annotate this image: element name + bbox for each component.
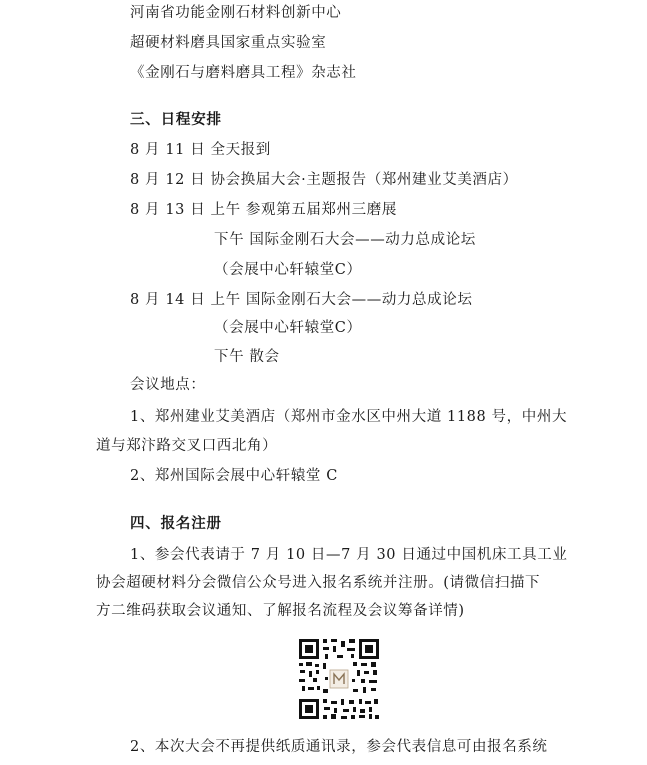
venue-label: 会议地点： [130,377,206,393]
qr-code-icon[interactable] [297,637,381,721]
schedule-line-aug13-am: 8 月 13 日 上午 参观第五届郑州三磨展 [130,202,397,218]
organizer-3: 《金刚石与磨料磨具工程》杂志社 [130,65,357,81]
section-heading-schedule: 三、日程安排 [130,112,222,128]
schedule-line-aug12: 8 月 12 日 协会换届大会·主题报告（郑州建业艾美酒店） [130,172,518,188]
venue-1-line-2: 道与郑汴路交叉口西北角） [96,438,278,454]
schedule-line-aug14-pm: 下午 散会 [214,349,280,365]
registration-para-1-line-3: 方二维码获取会议通知、了解报名流程及会议筹备详情) [96,603,465,619]
schedule-line-aug11: 8 月 11 日 全天报到 [130,142,271,158]
schedule-line-aug14-venue: （会展中心轩辕堂C） [214,320,362,336]
organizer-2: 超硬材料磨具国家重点实验室 [130,35,327,51]
schedule-line-aug13-venue: （会展中心轩辕堂C） [214,262,362,278]
schedule-line-aug13-pm: 下午 国际金刚石大会——动力总成论坛 [214,232,476,248]
organizer-1: 河南省功能金刚石材料创新中心 [130,5,342,21]
association-logo-icon [330,670,348,688]
registration-para-1-line-1: 1、参会代表请于 7 月 10 日—7 月 30 日通过中国机床工具工业 [130,547,568,563]
registration-para-2-line-1: 2、本次大会不再提供纸质通讯录，参会代表信息可由报名系统 [130,739,548,755]
schedule-line-aug14-am: 8 月 14 日 上午 国际金刚石大会——动力总成论坛 [130,292,473,308]
registration-para-1-line-2: 协会超硬材料分会微信公众号进入报名系统并注册。(请微信扫描下 [96,575,541,591]
venue-2: 2、郑州国际会展中心轩辕堂 C [130,468,338,484]
section-heading-registration: 四、报名注册 [130,516,222,532]
venue-1-line-1: 1、郑州建业艾美酒店（郑州市金水区中州大道 1188 号，中州大 [130,409,568,425]
